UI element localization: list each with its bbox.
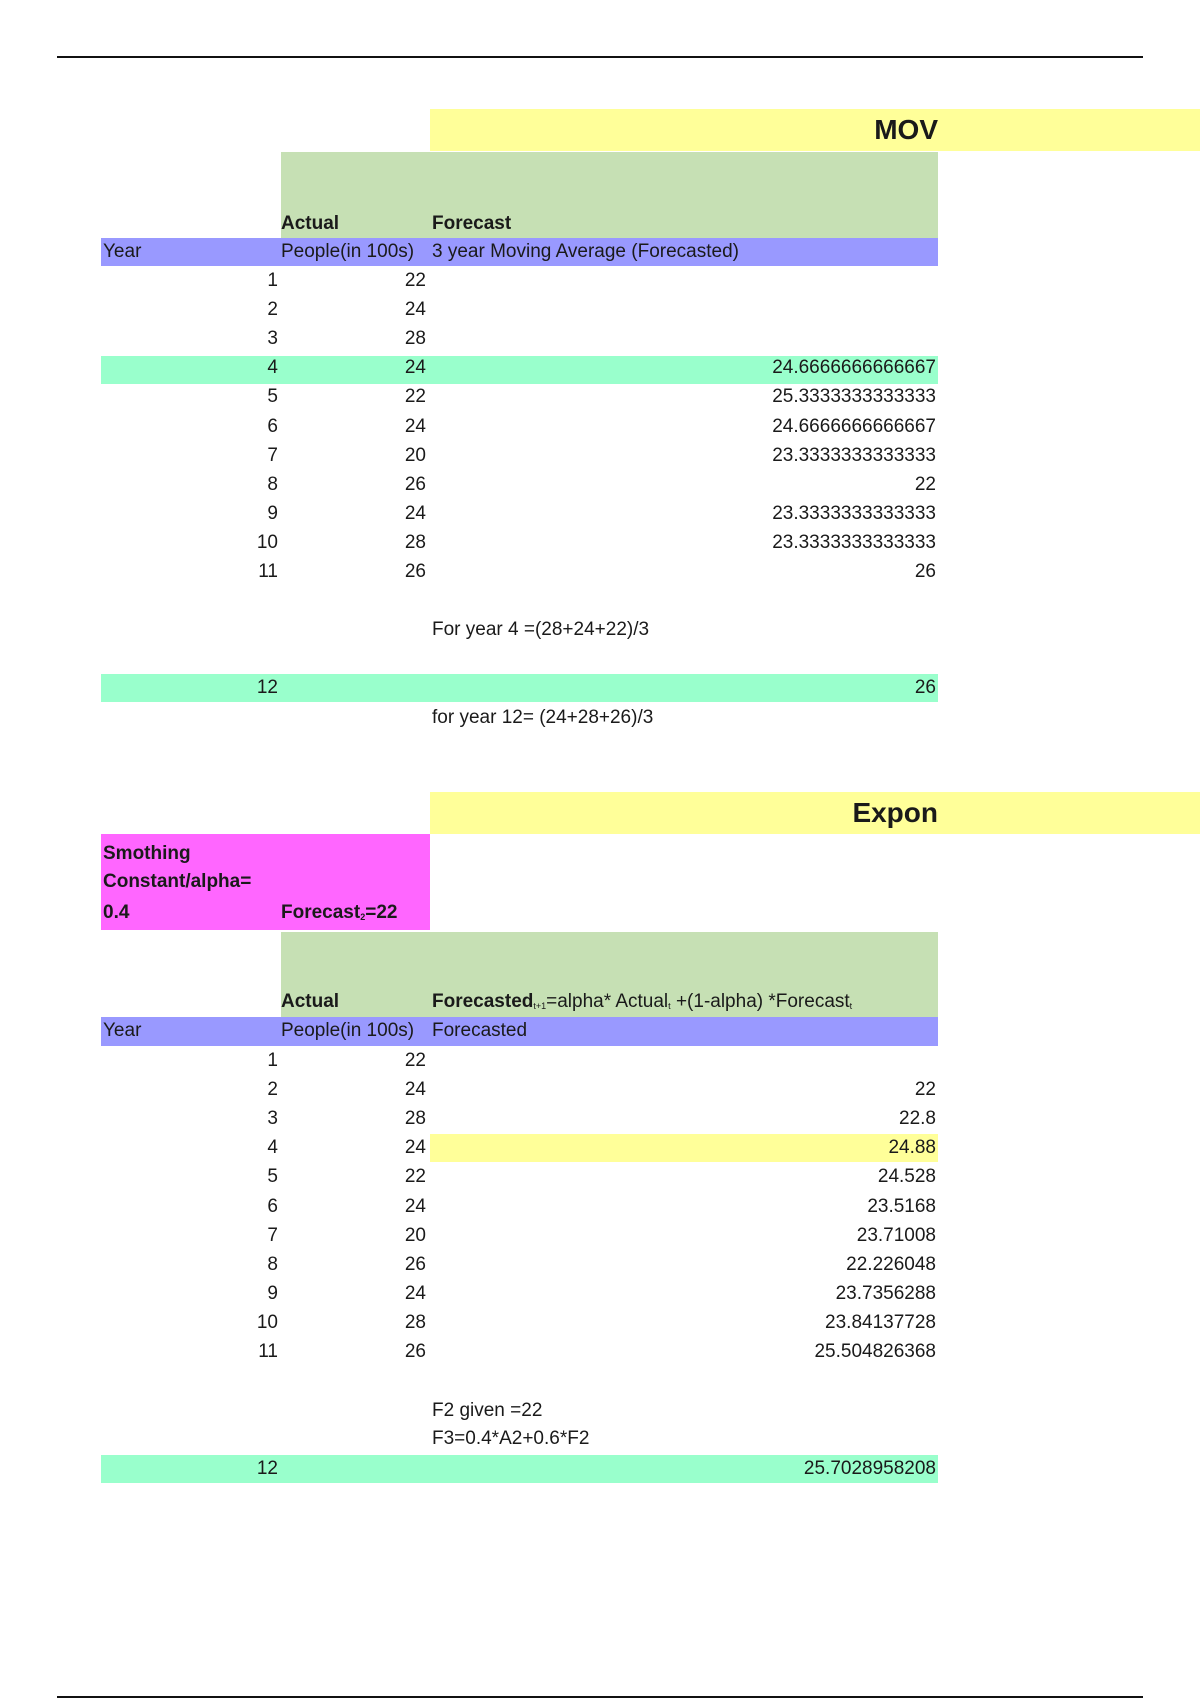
exp-actual-header: Actual — [281, 991, 340, 1012]
exp-cell-forecast: 23.7356288 — [835, 1282, 936, 1304]
ma-cell-people: 24 — [404, 299, 426, 321]
ma-note-year12: for year 12= (24+28+26)/3 — [432, 707, 654, 728]
ma-cell-people: 24 — [404, 502, 426, 524]
ma-note-year4: For year 4 =(28+24+22)/3 — [432, 619, 650, 640]
ma-cell-people: 22 — [404, 270, 426, 291]
exp-cell-people: 24 — [404, 1282, 426, 1304]
exp-note-f2: F2 given =22 — [432, 1400, 543, 1421]
exp-cell-people: 24 — [404, 1137, 426, 1159]
exp-cell-forecast: 24.88 — [888, 1137, 936, 1159]
forecast-given-post: =22 — [365, 902, 398, 923]
formula-sub-t-a: t — [668, 1001, 671, 1011]
ma-moving-average-label: 3 year Moving Average (Forecasted) — [432, 241, 739, 262]
exp-cell-year: 6 — [267, 1195, 278, 1217]
exp-title: Expon — [852, 797, 938, 828]
ma-cell-forecast: 22 — [914, 473, 936, 495]
exp-cell-forecast: 23.5168 — [867, 1195, 936, 1217]
ma-cell-year: 6 — [267, 415, 278, 437]
exp-cell-people: 22 — [404, 1050, 426, 1071]
alpha-value: 0.4 — [103, 902, 130, 923]
ma-cell-people: 24 — [404, 415, 426, 437]
exp-cell-people: 26 — [404, 1341, 426, 1362]
exp-cell-forecast: 23.71008 — [856, 1224, 936, 1246]
forecast-given-sub: 2 — [360, 912, 366, 922]
exp-cell-people: 28 — [404, 1311, 426, 1333]
exp-cell-forecast: 22.226048 — [846, 1253, 936, 1275]
exp-cell-people: 24 — [404, 1195, 426, 1217]
exp-cell-people: 26 — [404, 1253, 426, 1275]
ma-cell-year: 4 — [267, 357, 278, 379]
ma-cell-forecast: 24.6666666666667 — [772, 357, 936, 379]
exp-cell-forecast: 23.84137728 — [825, 1311, 936, 1333]
exp-cell-year: 1 — [267, 1050, 278, 1071]
ma-cell-forecast: 23.3333333333333 — [772, 531, 936, 553]
top-rule — [57, 56, 1143, 58]
ma-cell-year: 7 — [267, 444, 278, 466]
ma-cell-year: 5 — [267, 386, 278, 408]
bottom-rule — [57, 1696, 1143, 1698]
ma-year-label: Year — [103, 241, 142, 262]
exp-cell-forecast: 25.504826368 — [814, 1341, 936, 1362]
exp-cell-year: 9 — [267, 1282, 278, 1304]
ma-cell-forecast: 23.3333333333333 — [772, 444, 936, 466]
ma-cell-year: 8 — [267, 473, 278, 495]
ma-cell-year: 2 — [267, 299, 278, 321]
exp-note-f3: F3=0.4*A2+0.6*F2 — [432, 1428, 590, 1449]
ma-actual-header: Actual — [281, 213, 340, 234]
ma-cell-year: 10 — [256, 531, 278, 553]
ma-cell-forecast: 26 — [914, 561, 936, 582]
exp-cell-year: 5 — [267, 1166, 278, 1188]
ma-cell-year: 1 — [267, 270, 278, 291]
ma-cell-people: 28 — [404, 531, 426, 553]
exp-people-label: People(in 100s) — [281, 1020, 415, 1041]
ma-cell-people: 24 — [404, 357, 426, 379]
alpha-label-line1: Smothing — [103, 843, 191, 864]
exp-cell-forecast: 22 — [914, 1079, 936, 1101]
ma-people-label: People(in 100s) — [281, 241, 415, 262]
forecast-given-pre: Forecast — [281, 902, 361, 923]
exp-cell-people: 22 — [404, 1166, 426, 1188]
ma-cell-people: 26 — [404, 473, 426, 495]
ma-cell-people: 26 — [404, 561, 426, 582]
exp-formula — [432, 988, 852, 1020]
alpha-label-line2: Constant/alpha= — [103, 871, 252, 892]
ma-cell-people: 22 — [404, 386, 426, 408]
exp-cell-forecast: 22.8 — [899, 1108, 936, 1130]
ma-cell-year: 3 — [267, 328, 278, 350]
ma-result-value: 26 — [914, 677, 936, 698]
exp-result-value: 25.7028958208 — [803, 1458, 936, 1479]
ma-cell-forecast: 25.3333333333333 — [772, 386, 936, 408]
ma-cell-year: 9 — [267, 502, 278, 524]
formula-mid2: +(1-alpha) *Forecast — [670, 991, 850, 1012]
exp-forecasted-label: Forecasted — [432, 1020, 528, 1041]
exp-cell-year: 10 — [256, 1311, 278, 1333]
exp-cell-forecast: 24.528 — [877, 1166, 936, 1188]
formula-forecasted: Forecasted — [432, 991, 534, 1012]
exp-cell-people: 28 — [404, 1108, 426, 1130]
exp-cell-year: 7 — [267, 1224, 278, 1246]
exp-cell-people: 24 — [404, 1079, 426, 1101]
ma-title: MOV — [874, 114, 938, 145]
exp-cell-year: 11 — [258, 1341, 278, 1362]
ma-cell-people: 20 — [404, 444, 426, 466]
forecast-given — [281, 899, 397, 931]
exp-cell-year: 2 — [267, 1079, 278, 1101]
ma-result-year: 12 — [256, 677, 278, 698]
formula-mid1: =alpha* Actual — [546, 991, 669, 1012]
exp-result-year: 12 — [256, 1458, 278, 1479]
exp-year-label: Year — [103, 1020, 142, 1041]
exp-cell-year: 4 — [267, 1137, 278, 1159]
ma-cell-forecast: 24.6666666666667 — [772, 415, 936, 437]
ma-header-band — [281, 152, 938, 238]
formula-sub-t-b: t — [849, 1001, 853, 1011]
exp-cell-people: 20 — [404, 1224, 426, 1246]
formula-sub-t1: t+1 — [533, 1001, 547, 1011]
ma-cell-forecast: 23.3333333333333 — [772, 502, 936, 524]
ma-forecast-header: Forecast — [432, 213, 512, 234]
ma-cell-year: 11 — [258, 561, 278, 582]
ma-cell-people: 28 — [404, 328, 426, 350]
exp-cell-year: 8 — [267, 1253, 278, 1275]
exp-cell-year: 3 — [267, 1108, 278, 1130]
